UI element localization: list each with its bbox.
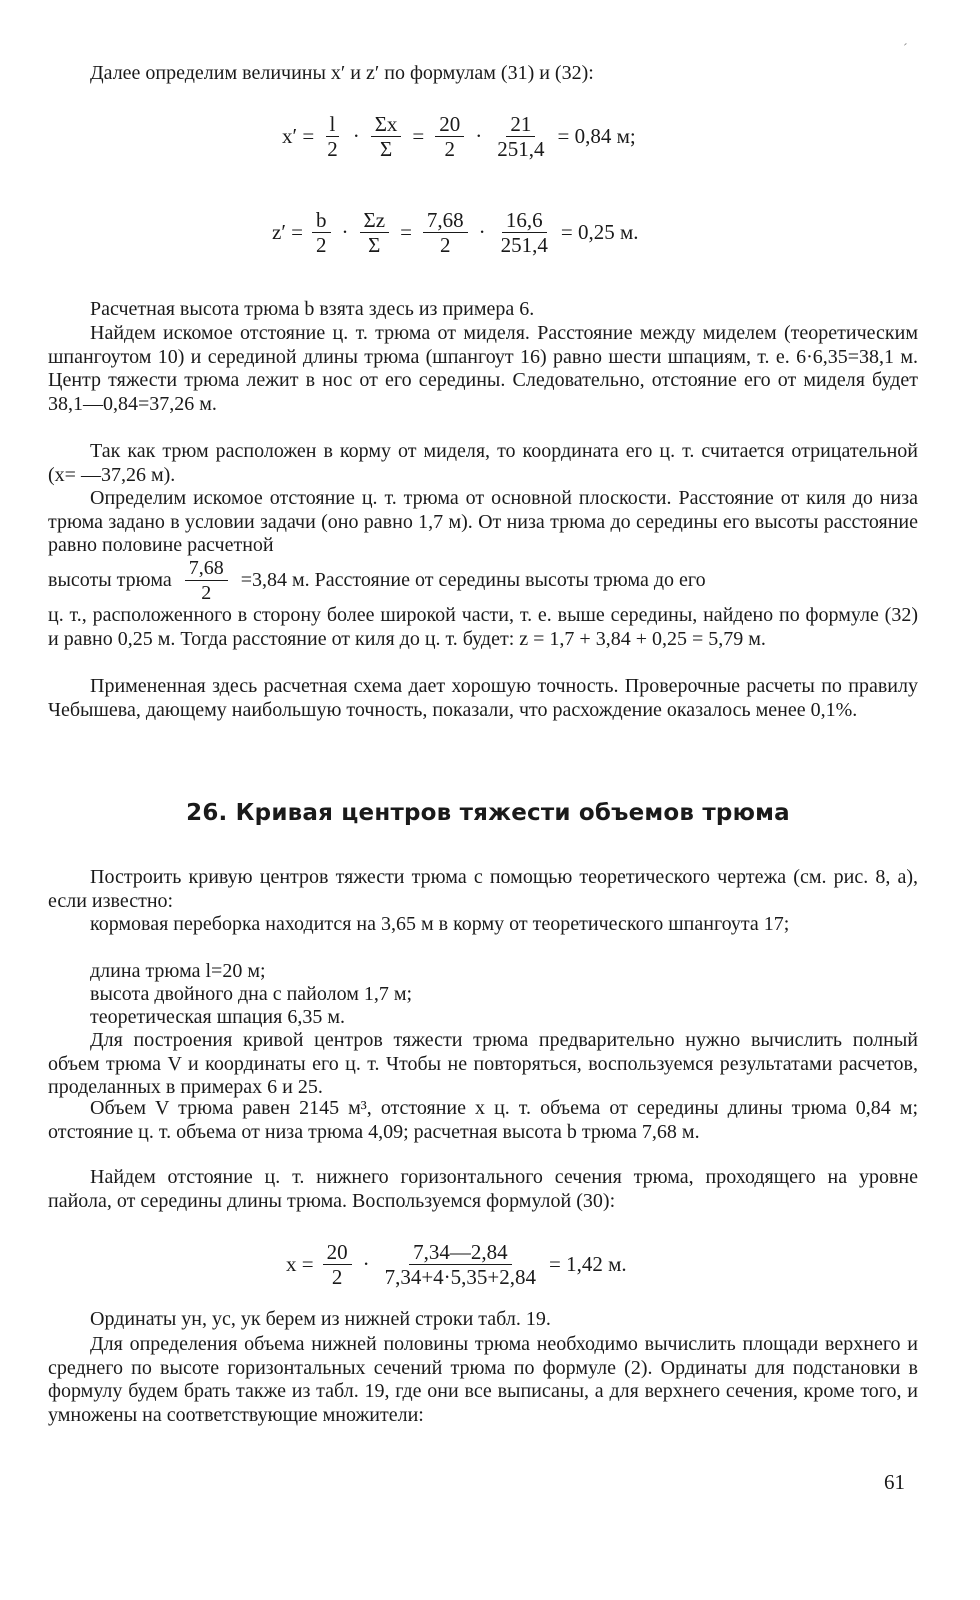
fraction: $\frac{16,6}{251,4}$ [500, 208, 548, 257]
text-span: =3,84 м. Расстояние от середины высоты трюма до его [240, 569, 706, 591]
formula-lhs: x′ = [282, 124, 315, 148]
formula-result: = 0,84 м; [557, 124, 636, 148]
fraction: $\frac{l}{2}$ [327, 112, 338, 161]
formula-z-prime: z′ = $\frac{b}{2}$ · $\frac{\Sigma z}{\Sigma}$ = $\frac{7,68}{2}$ · $\frac{16,6}{251,4}$ = 0,25 м. [272, 208, 639, 257]
paragraph: Объем V трюма равен 2145 м³, отстояние x ц. т. объема от середины длины трюма 0,84 м; отстояние ц. т. объема от низа трюма 4,09; расчетная высота b трюма 7,68 м. [48, 1097, 918, 1143]
paragraph: Найдем искомое отстояние ц. т. трюма от миделя. Расстояние между миделем (теоретическим шпангоутом 10) и серединой длины трюма (шпангоут 16) равно шести шпациям, т. е. 6·6,35=38,1 м. Центр тяжести трюма лежит в нос от его середины. Следовательно, отстояние его от миделя будет 38,1—0,84=37,26 м. [48, 322, 918, 415]
paragraph: Примененная здесь расчетная схема дает хорошую точность. Проверочные расчеты по правилу Чебышева, дающему наибольшую точность, показали, что расхождение оказалось менее 0,1%. [48, 675, 918, 721]
fraction: $\frac{7,34—2,84}{7,34+4\cdot 5,35+2,84}$ [384, 1240, 537, 1289]
paragraph: Построить кривую центров тяжести трюма с помощью теоретического чертежа (см. рис. 8, a), если известно: [48, 866, 918, 912]
list-item: высота двойного дна с пайолом 1,7 м; [90, 983, 413, 1005]
fraction: $\frac{\Sigma x}{\Sigma}$ [368, 112, 405, 161]
page-number: 61 [884, 1470, 905, 1494]
scan-mark: ˊ [903, 42, 908, 57]
formula-x-prime: x′ = $\frac{l}{2}$ · $\frac{\Sigma x}{\Sigma}$ = $\frac{20}{2}$ · $\frac{21}{251,4}$ = 0,84 м; [282, 112, 636, 161]
intro-paragraph: Далее определим величины x′ и z′ по формулам (31) и (32): [90, 62, 594, 84]
fraction: $\frac{\Sigma z}{\Sigma}$ [357, 208, 393, 257]
paragraph: Для определения объема нижней половины трюма необходимо вычислить площади верхнего и среднего по высоте горизонтальных сечений трюма по формуле (2). Ординаты для подстановки в формулу будем брать также из табл. 19, где они все выписаны, а для верхнего сечения, кроме того, и умножены на соответствующие множители: [48, 1333, 918, 1426]
formula-lhs: x = [286, 1252, 314, 1276]
paragraph: Найдем отстояние ц. т. нижнего горизонтального сечения трюма, проходящего на уровне пайола, от середины длины трюма. Воспользуемся формулой (30): [48, 1166, 918, 1212]
fraction: $\frac{21}{251,4}$ [497, 112, 545, 161]
text-span: высоты трюма [48, 569, 172, 591]
paragraph: Так как трюм расположен в корму от миделя, то координата его ц. т. считается отрицательной (x= —37,26 м). [48, 440, 918, 486]
list-item: кормовая переборка находится на 3,65 м в корму от теоретического шпангоута 17; [90, 913, 790, 935]
section-heading: 26. Кривая центров тяжести объемов трюма [186, 800, 790, 826]
inline-fraction-line [48, 556, 706, 605]
formula-lhs: z′ = [272, 220, 304, 244]
formula-result: = 0,25 м. [560, 220, 639, 244]
paragraph: Определим искомое отстояние ц. т. трюма от основной плоскости. Расстояние от киля до низа трюма задано в условии задачи (оно равно 1,7 м). От низа трюма до середины его высоты расстояние равно половине расчетной [48, 487, 918, 556]
formula-result: = 1,42 м. [549, 1252, 627, 1276]
fraction: $\frac{7,68}{2}$ [420, 208, 471, 257]
fraction: $\frac{7,68}{2}$ [182, 556, 231, 605]
paragraph: Для построения кривой центров тяжести трюма предварительно нужно вычислить полный объем трюма V и координаты его ц. т. Чтобы не повторяться, воспользуемся результатами расчетов, проделанных в примерах 6 и 25. [48, 1029, 918, 1098]
formula-x: x = $\frac{20}{2}$ · $\frac{7,34—2,84}{7,34+4\cdot 5,35+2,84}$ = 1,42 м. [286, 1240, 627, 1289]
fraction: $\frac{b}{2}$ [309, 208, 334, 257]
list-item: теоретическая шпация 6,35 м. [90, 1006, 345, 1028]
list-item: длина трюма l=20 м; [90, 960, 266, 982]
fraction: $\frac{20}{2}$ [320, 1240, 355, 1289]
paragraph: Ординаты yн, yс, yк берем из нижней строки табл. 19. [90, 1308, 551, 1330]
fraction: $\frac{20}{2}$ [432, 112, 467, 161]
paragraph: Расчетная высота трюма b взята здесь из примера 6. [90, 298, 535, 320]
paragraph: ц. т., расположенного в сторону более широкой части, т. е. выше середины, найдено по формуле (32) и равно 0,25 м. Тогда расстояние от киля до ц. т. будет: z = 1,7 + 3,84 + 0,25 = 5,79 м. [48, 604, 918, 650]
